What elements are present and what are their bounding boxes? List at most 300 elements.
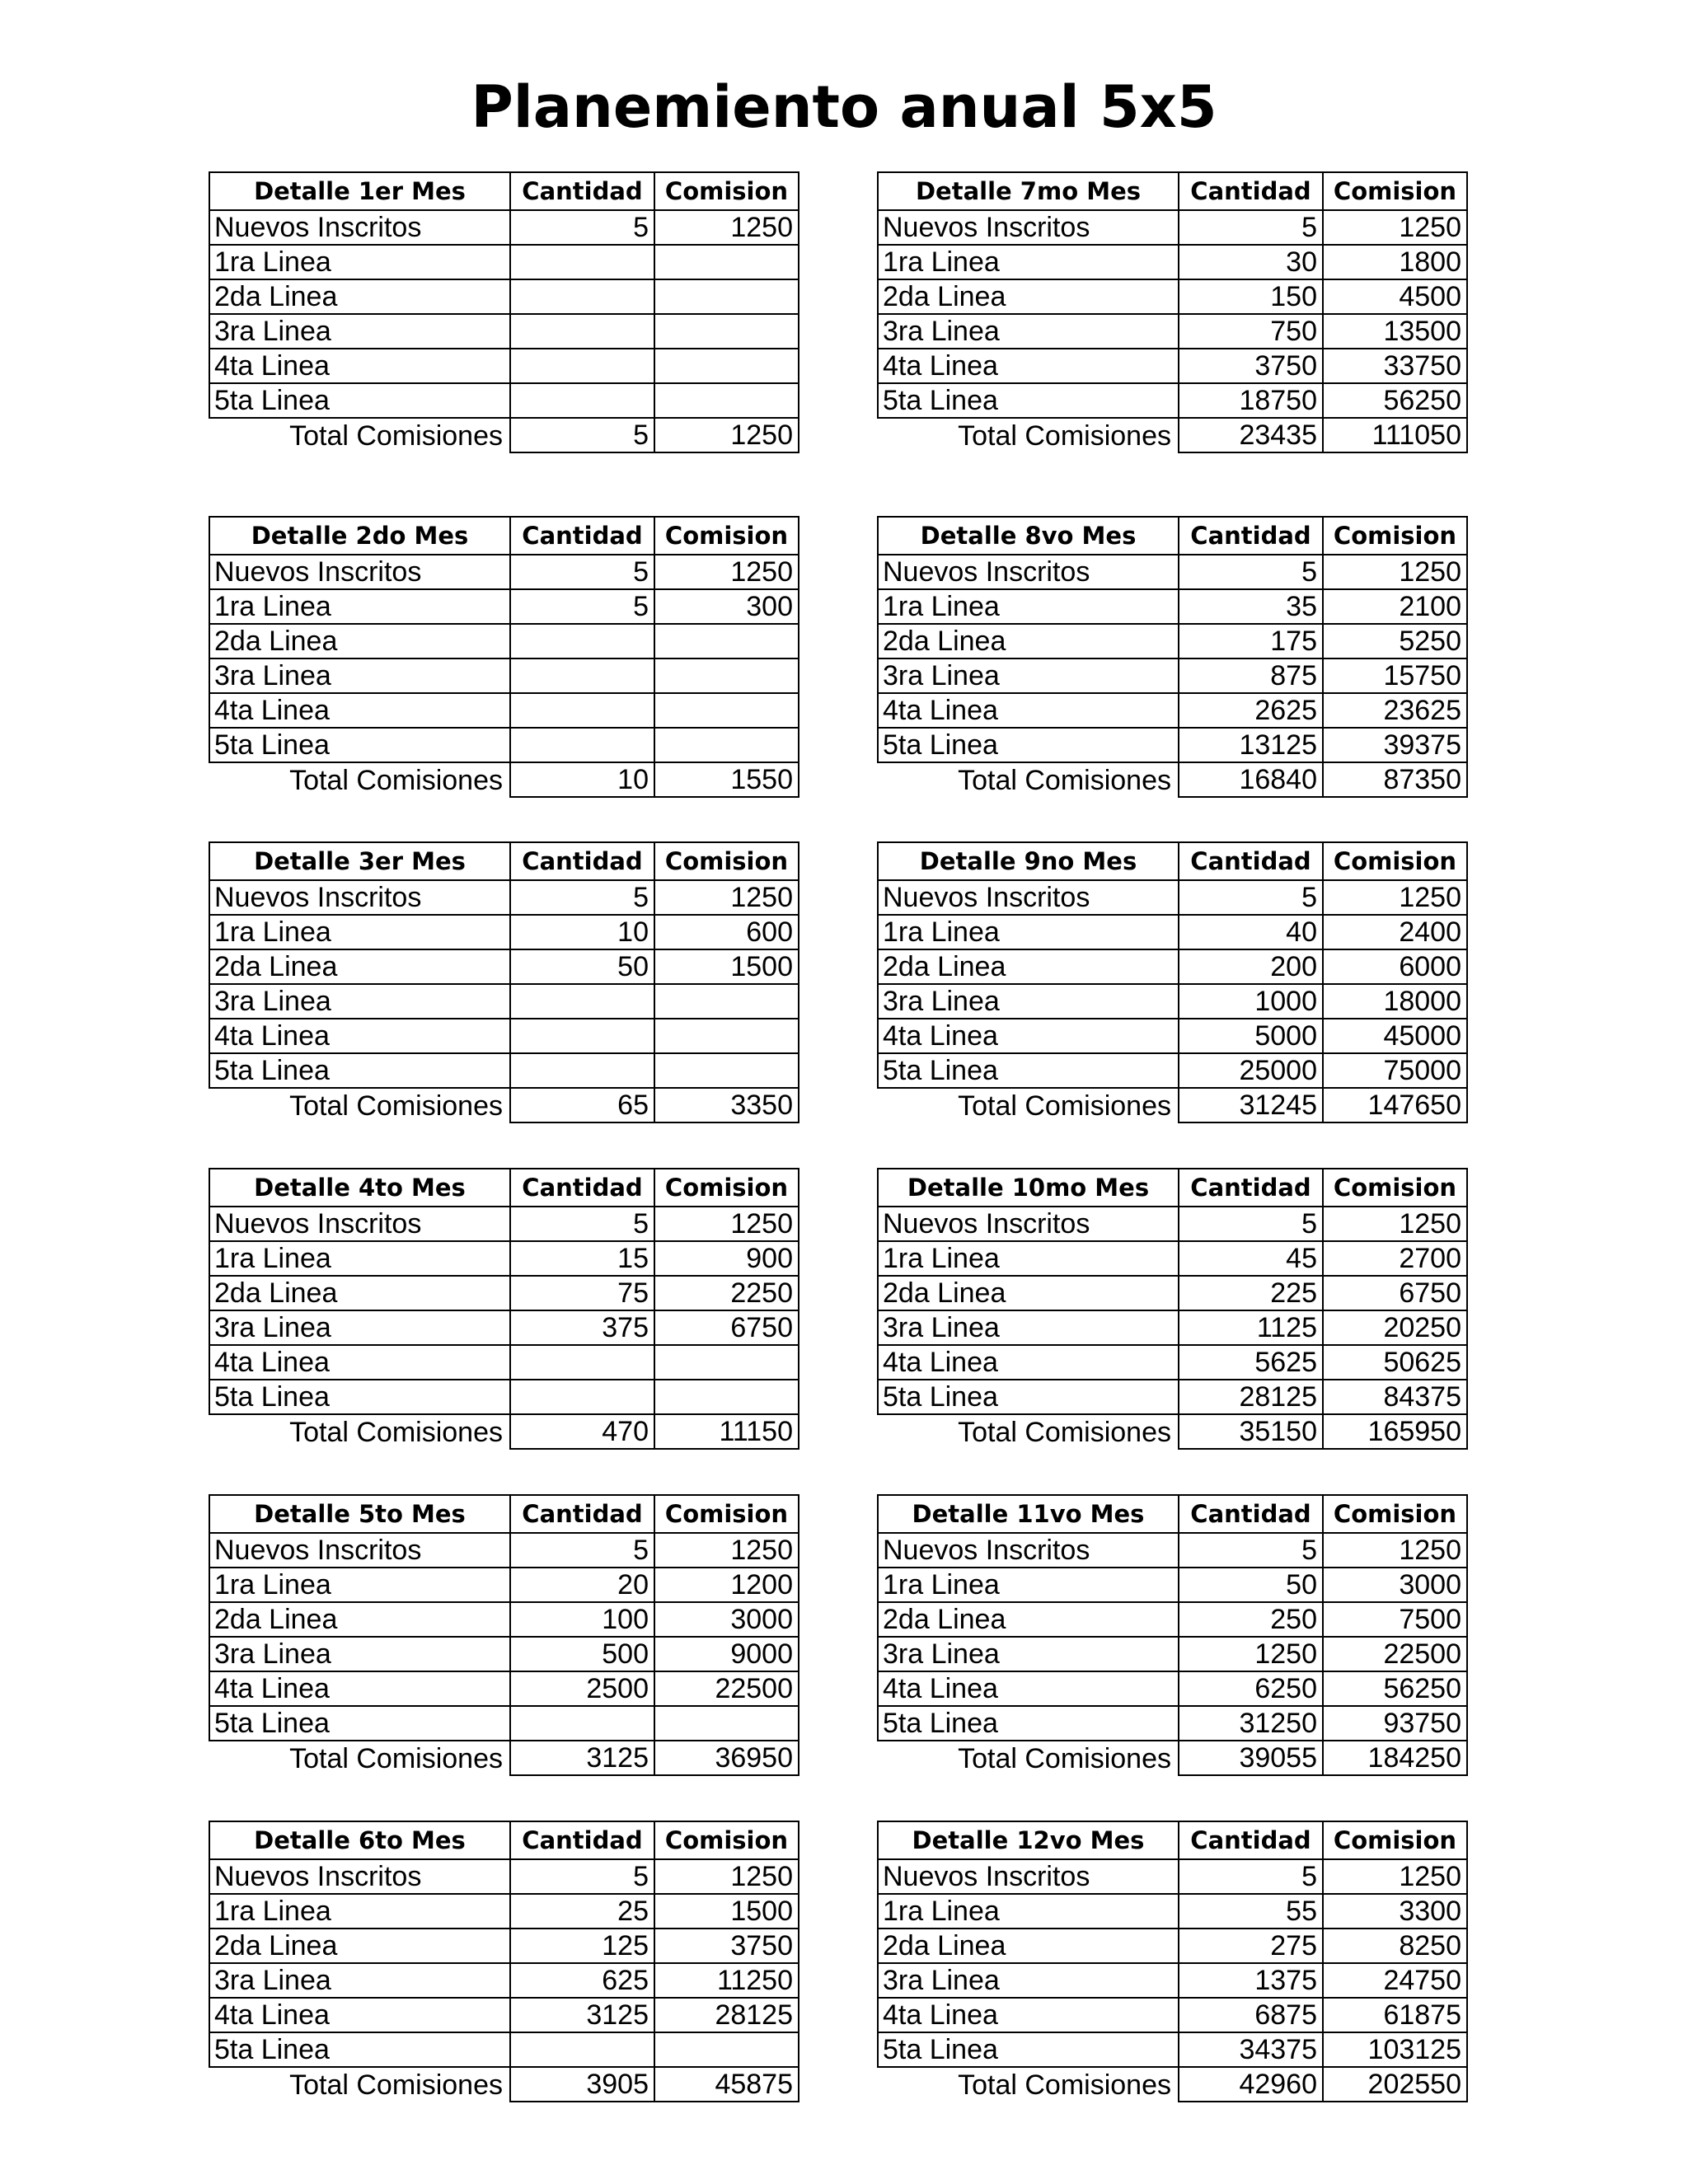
row-label: Nuevos Inscritos bbox=[209, 880, 510, 915]
table-row bbox=[878, 1671, 1467, 1706]
cantidad-header: Cantidad bbox=[1179, 172, 1323, 210]
total-label: Total Comisiones bbox=[209, 418, 510, 452]
total-comision: 111050 bbox=[1323, 418, 1467, 452]
month-title: Detalle 10mo Mes bbox=[878, 1169, 1179, 1207]
cantidad-cell: 28125 bbox=[1179, 1380, 1323, 1414]
comision-cell: 61875 bbox=[1323, 1998, 1467, 2032]
row-label: Nuevos Inscritos bbox=[209, 1533, 510, 1568]
cantidad-cell: 40 bbox=[1179, 915, 1323, 949]
total-row bbox=[878, 418, 1467, 452]
comision-cell: 20250 bbox=[1323, 1310, 1467, 1345]
total-cantidad: 5 bbox=[510, 418, 654, 452]
comision-cell bbox=[654, 728, 799, 762]
cantidad-cell: 275 bbox=[1179, 1929, 1323, 1963]
cantidad-cell: 5 bbox=[1179, 1207, 1323, 1241]
month-title: Detalle 4to Mes bbox=[209, 1169, 510, 1207]
row-label: 2da Linea bbox=[209, 279, 510, 314]
cantidad-cell bbox=[510, 1345, 654, 1380]
table-row bbox=[209, 728, 799, 762]
cantidad-header: Cantidad bbox=[510, 1495, 654, 1533]
month-title: Detalle 1er Mes bbox=[209, 172, 510, 210]
row-label: 1ra Linea bbox=[209, 245, 510, 279]
total-row bbox=[209, 1741, 799, 1775]
comision-cell: 23625 bbox=[1323, 693, 1467, 728]
cantidad-cell: 175 bbox=[1179, 624, 1323, 658]
row-label: 3ra Linea bbox=[878, 1310, 1179, 1345]
comision-cell: 1250 bbox=[654, 1207, 799, 1241]
comision-cell: 28125 bbox=[654, 1998, 799, 2032]
comision-cell: 300 bbox=[654, 589, 799, 624]
total-label: Total Comisiones bbox=[878, 1414, 1179, 1449]
row-label: 3ra Linea bbox=[209, 1963, 510, 1998]
table-row bbox=[878, 1533, 1467, 1568]
table-row bbox=[878, 1276, 1467, 1310]
comision-cell: 3000 bbox=[1323, 1568, 1467, 1602]
row-label: 5ta Linea bbox=[209, 1053, 510, 1088]
cantidad-cell: 375 bbox=[510, 1310, 654, 1345]
table-row bbox=[209, 245, 799, 279]
row-label: 1ra Linea bbox=[209, 589, 510, 624]
cantidad-cell: 25 bbox=[510, 1894, 654, 1929]
row-label: 2da Linea bbox=[209, 949, 510, 984]
row-label: Nuevos Inscritos bbox=[209, 555, 510, 589]
comision-cell bbox=[654, 383, 799, 418]
table-row bbox=[209, 1637, 799, 1671]
table-row bbox=[878, 728, 1467, 762]
table-header bbox=[209, 1495, 799, 1533]
table-row bbox=[209, 1929, 799, 1963]
row-label: 1ra Linea bbox=[878, 1894, 1179, 1929]
total-label: Total Comisiones bbox=[878, 762, 1179, 797]
comision-header: Comision bbox=[654, 172, 799, 210]
table-row bbox=[878, 984, 1467, 1019]
comision-cell: 1200 bbox=[654, 1568, 799, 1602]
comision-header: Comision bbox=[654, 1169, 799, 1207]
table-row bbox=[209, 1671, 799, 1706]
row-label: 5ta Linea bbox=[878, 383, 1179, 418]
row-label: 2da Linea bbox=[878, 279, 1179, 314]
table-row bbox=[209, 589, 799, 624]
table-row bbox=[878, 1859, 1467, 1894]
table-row bbox=[878, 1894, 1467, 1929]
row-label: 5ta Linea bbox=[878, 2032, 1179, 2067]
comision-cell: 1250 bbox=[654, 1533, 799, 1568]
total-comision: 184250 bbox=[1323, 1741, 1467, 1775]
total-label: Total Comisiones bbox=[878, 2067, 1179, 2102]
comision-cell: 1500 bbox=[654, 949, 799, 984]
comision-cell: 93750 bbox=[1323, 1706, 1467, 1741]
comision-header: Comision bbox=[1323, 517, 1467, 555]
comision-cell: 50625 bbox=[1323, 1345, 1467, 1380]
row-label: Nuevos Inscritos bbox=[209, 210, 510, 245]
row-label: 4ta Linea bbox=[209, 349, 510, 383]
comision-header: Comision bbox=[1323, 1169, 1467, 1207]
total-cantidad: 16840 bbox=[1179, 762, 1323, 797]
table-header bbox=[209, 172, 799, 210]
month-title: Detalle 8vo Mes bbox=[878, 517, 1179, 555]
comision-header: Comision bbox=[1323, 842, 1467, 880]
comision-cell: 1250 bbox=[654, 555, 799, 589]
cantidad-cell bbox=[510, 658, 654, 693]
comision-header: Comision bbox=[654, 1821, 799, 1859]
cantidad-cell bbox=[510, 1053, 654, 1088]
comision-cell: 1250 bbox=[654, 880, 799, 915]
row-label: 2da Linea bbox=[209, 1929, 510, 1963]
row-label: 1ra Linea bbox=[878, 245, 1179, 279]
row-label: 3ra Linea bbox=[878, 1963, 1179, 1998]
table-row bbox=[209, 349, 799, 383]
row-label: 1ra Linea bbox=[209, 915, 510, 949]
cantidad-cell: 35 bbox=[1179, 589, 1323, 624]
table-row bbox=[878, 314, 1467, 349]
total-comision: 36950 bbox=[654, 1741, 799, 1775]
comision-cell: 2250 bbox=[654, 1276, 799, 1310]
table-row bbox=[209, 915, 799, 949]
comision-cell bbox=[654, 279, 799, 314]
row-label: 2da Linea bbox=[209, 1602, 510, 1637]
page-title: Planemiento anual 5x5 bbox=[471, 73, 1217, 141]
table-header bbox=[878, 1169, 1467, 1207]
table-row bbox=[878, 693, 1467, 728]
row-label: 5ta Linea bbox=[209, 1380, 510, 1414]
comision-cell: 3000 bbox=[654, 1602, 799, 1637]
cantidad-cell: 45 bbox=[1179, 1241, 1323, 1276]
cantidad-cell: 20 bbox=[510, 1568, 654, 1602]
total-cantidad: 3905 bbox=[510, 2067, 654, 2102]
row-label: Nuevos Inscritos bbox=[878, 1533, 1179, 1568]
total-cantidad: 35150 bbox=[1179, 1414, 1323, 1449]
total-row bbox=[878, 2067, 1467, 2102]
cantidad-cell bbox=[510, 693, 654, 728]
row-label: Nuevos Inscritos bbox=[209, 1207, 510, 1241]
comision-cell: 56250 bbox=[1323, 383, 1467, 418]
total-cantidad: 23435 bbox=[1179, 418, 1323, 452]
total-row bbox=[878, 1414, 1467, 1449]
total-comision: 45875 bbox=[654, 2067, 799, 2102]
comision-cell bbox=[654, 1019, 799, 1053]
total-cantidad: 470 bbox=[510, 1414, 654, 1449]
table-row bbox=[209, 1310, 799, 1345]
month-table-2 bbox=[209, 516, 799, 798]
row-label: 4ta Linea bbox=[878, 1671, 1179, 1706]
comision-cell bbox=[654, 1345, 799, 1380]
month-title: Detalle 6to Mes bbox=[209, 1821, 510, 1859]
cantidad-cell: 5 bbox=[510, 1207, 654, 1241]
row-label: Nuevos Inscritos bbox=[878, 880, 1179, 915]
comision-cell: 56250 bbox=[1323, 1671, 1467, 1706]
total-cantidad: 42960 bbox=[1179, 2067, 1323, 2102]
total-cantidad: 10 bbox=[510, 762, 654, 797]
table-row bbox=[878, 1568, 1467, 1602]
table-row bbox=[878, 949, 1467, 984]
row-label: 3ra Linea bbox=[878, 314, 1179, 349]
cantidad-cell bbox=[510, 279, 654, 314]
row-label: Nuevos Inscritos bbox=[209, 1859, 510, 1894]
table-row bbox=[878, 1706, 1467, 1741]
cantidad-header: Cantidad bbox=[510, 172, 654, 210]
row-label: 1ra Linea bbox=[878, 915, 1179, 949]
table-row bbox=[878, 915, 1467, 949]
row-label: 5ta Linea bbox=[878, 1053, 1179, 1088]
total-comision: 1550 bbox=[654, 762, 799, 797]
comision-cell: 9000 bbox=[654, 1637, 799, 1671]
cantidad-cell: 3750 bbox=[1179, 349, 1323, 383]
cantidad-cell: 6875 bbox=[1179, 1998, 1323, 2032]
cantidad-cell bbox=[510, 1019, 654, 1053]
cantidad-header: Cantidad bbox=[1179, 1169, 1323, 1207]
total-comision: 11150 bbox=[654, 1414, 799, 1449]
total-label: Total Comisiones bbox=[209, 1741, 510, 1775]
row-label: 3ra Linea bbox=[878, 658, 1179, 693]
comision-cell: 15750 bbox=[1323, 658, 1467, 693]
cantidad-cell: 5 bbox=[1179, 210, 1323, 245]
table-header bbox=[878, 172, 1467, 210]
cantidad-cell: 31250 bbox=[1179, 1706, 1323, 1741]
table-row bbox=[209, 1276, 799, 1310]
row-label: 2da Linea bbox=[878, 1929, 1179, 1963]
row-label: 5ta Linea bbox=[209, 383, 510, 418]
row-label: 3ra Linea bbox=[209, 984, 510, 1019]
month-table-1 bbox=[209, 171, 799, 453]
cantidad-cell: 250 bbox=[1179, 1602, 1323, 1637]
cantidad-cell: 15 bbox=[510, 1241, 654, 1276]
row-label: 5ta Linea bbox=[209, 728, 510, 762]
cantidad-cell: 13125 bbox=[1179, 728, 1323, 762]
comision-cell: 1250 bbox=[1323, 555, 1467, 589]
cantidad-header: Cantidad bbox=[510, 1169, 654, 1207]
cantidad-cell: 2500 bbox=[510, 1671, 654, 1706]
comision-cell bbox=[654, 1380, 799, 1414]
cantidad-cell: 5 bbox=[510, 1859, 654, 1894]
month-table-3 bbox=[209, 841, 799, 1123]
total-label: Total Comisiones bbox=[878, 418, 1179, 452]
comision-cell: 1250 bbox=[1323, 880, 1467, 915]
cantidad-cell: 34375 bbox=[1179, 2032, 1323, 2067]
row-label: 3ra Linea bbox=[209, 314, 510, 349]
row-label: Nuevos Inscritos bbox=[878, 555, 1179, 589]
comision-cell bbox=[654, 1706, 799, 1741]
cantidad-cell bbox=[510, 1706, 654, 1741]
cantidad-cell bbox=[510, 1380, 654, 1414]
comision-cell: 22500 bbox=[654, 1671, 799, 1706]
comision-cell: 1250 bbox=[1323, 1207, 1467, 1241]
table-row bbox=[878, 1019, 1467, 1053]
cantidad-cell: 5000 bbox=[1179, 1019, 1323, 1053]
comision-cell: 24750 bbox=[1323, 1963, 1467, 1998]
cantidad-cell: 2625 bbox=[1179, 693, 1323, 728]
total-comision: 165950 bbox=[1323, 1414, 1467, 1449]
total-cantidad: 65 bbox=[510, 1088, 654, 1122]
total-cantidad: 31245 bbox=[1179, 1088, 1323, 1122]
table-row bbox=[209, 1602, 799, 1637]
table-row bbox=[878, 1310, 1467, 1345]
cantidad-cell: 125 bbox=[510, 1929, 654, 1963]
cantidad-cell: 100 bbox=[510, 1602, 654, 1637]
cantidad-cell: 1375 bbox=[1179, 1963, 1323, 1998]
comision-cell bbox=[654, 658, 799, 693]
table-row bbox=[878, 383, 1467, 418]
comision-cell: 2700 bbox=[1323, 1241, 1467, 1276]
month-title: Detalle 5to Mes bbox=[209, 1495, 510, 1533]
total-row bbox=[209, 762, 799, 797]
table-row bbox=[878, 624, 1467, 658]
comision-header: Comision bbox=[654, 517, 799, 555]
total-label: Total Comisiones bbox=[209, 1414, 510, 1449]
table-row bbox=[878, 555, 1467, 589]
cantidad-cell: 1250 bbox=[1179, 1637, 1323, 1671]
table-row bbox=[878, 1602, 1467, 1637]
row-label: 3ra Linea bbox=[878, 984, 1179, 1019]
row-label: 1ra Linea bbox=[209, 1568, 510, 1602]
row-label: 5ta Linea bbox=[878, 1706, 1179, 1741]
cantidad-header: Cantidad bbox=[510, 517, 654, 555]
cantidad-cell: 5 bbox=[510, 880, 654, 915]
table-row bbox=[878, 880, 1467, 915]
comision-header: Comision bbox=[654, 842, 799, 880]
row-label: 4ta Linea bbox=[878, 1019, 1179, 1053]
comision-cell: 1250 bbox=[1323, 1859, 1467, 1894]
table-header bbox=[209, 842, 799, 880]
total-label: Total Comisiones bbox=[209, 1088, 510, 1122]
row-label: 4ta Linea bbox=[878, 693, 1179, 728]
table-row bbox=[209, 1345, 799, 1380]
month-title: Detalle 11vo Mes bbox=[878, 1495, 1179, 1533]
table-row bbox=[878, 1380, 1467, 1414]
table-row bbox=[209, 1380, 799, 1414]
total-label: Total Comisiones bbox=[209, 2067, 510, 2102]
month-table-9 bbox=[877, 841, 1468, 1123]
total-label: Total Comisiones bbox=[878, 1741, 1179, 1775]
comision-cell: 1250 bbox=[654, 1859, 799, 1894]
month-title: Detalle 7mo Mes bbox=[878, 172, 1179, 210]
comision-header: Comision bbox=[654, 1495, 799, 1533]
comision-cell bbox=[654, 2032, 799, 2067]
row-label: 4ta Linea bbox=[878, 1345, 1179, 1380]
total-row bbox=[878, 762, 1467, 797]
table-header bbox=[209, 1821, 799, 1859]
row-label: 3ra Linea bbox=[209, 658, 510, 693]
table-row bbox=[878, 2032, 1467, 2067]
table-row bbox=[209, 624, 799, 658]
cantidad-cell: 6250 bbox=[1179, 1671, 1323, 1706]
comision-cell: 3750 bbox=[654, 1929, 799, 1963]
table-header bbox=[878, 1821, 1467, 1859]
total-label: Total Comisiones bbox=[878, 1088, 1179, 1122]
comision-cell bbox=[654, 984, 799, 1019]
total-cantidad: 39055 bbox=[1179, 1741, 1323, 1775]
table-row bbox=[209, 314, 799, 349]
row-label: 4ta Linea bbox=[878, 349, 1179, 383]
cantidad-cell: 50 bbox=[510, 949, 654, 984]
row-label: 5ta Linea bbox=[878, 728, 1179, 762]
table-row bbox=[209, 1859, 799, 1894]
table-row bbox=[209, 2032, 799, 2067]
cantidad-cell: 1125 bbox=[1179, 1310, 1323, 1345]
total-comision: 3350 bbox=[654, 1088, 799, 1122]
month-title: Detalle 12vo Mes bbox=[878, 1821, 1179, 1859]
comision-cell: 1500 bbox=[654, 1894, 799, 1929]
cantidad-cell: 5 bbox=[510, 589, 654, 624]
table-header bbox=[878, 842, 1467, 880]
comision-cell: 7500 bbox=[1323, 1602, 1467, 1637]
comision-header: Comision bbox=[1323, 172, 1467, 210]
total-row bbox=[209, 418, 799, 452]
cantidad-cell: 10 bbox=[510, 915, 654, 949]
table-row bbox=[209, 210, 799, 245]
row-label: 2da Linea bbox=[209, 1276, 510, 1310]
comision-cell bbox=[654, 314, 799, 349]
comision-cell: 75000 bbox=[1323, 1053, 1467, 1088]
row-label: 1ra Linea bbox=[209, 1894, 510, 1929]
table-header bbox=[878, 1495, 1467, 1533]
cantidad-cell: 5 bbox=[1179, 1533, 1323, 1568]
table-row bbox=[878, 210, 1467, 245]
row-label: Nuevos Inscritos bbox=[878, 210, 1179, 245]
row-label: 1ra Linea bbox=[209, 1241, 510, 1276]
comision-cell: 1250 bbox=[654, 210, 799, 245]
cantidad-cell bbox=[510, 245, 654, 279]
table-row bbox=[209, 1019, 799, 1053]
month-table-5 bbox=[209, 1494, 799, 1776]
table-row bbox=[209, 1533, 799, 1568]
cantidad-cell: 5 bbox=[1179, 555, 1323, 589]
cantidad-header: Cantidad bbox=[510, 1821, 654, 1859]
cantidad-cell bbox=[510, 728, 654, 762]
table-row bbox=[878, 279, 1467, 314]
cantidad-cell: 5 bbox=[510, 1533, 654, 1568]
cantidad-cell: 1000 bbox=[1179, 984, 1323, 1019]
total-comision: 202550 bbox=[1323, 2067, 1467, 2102]
table-row bbox=[209, 1568, 799, 1602]
cantidad-cell: 150 bbox=[1179, 279, 1323, 314]
comision-cell: 1250 bbox=[1323, 210, 1467, 245]
table-row bbox=[878, 1345, 1467, 1380]
table-row bbox=[878, 1241, 1467, 1276]
table-row bbox=[878, 1053, 1467, 1088]
total-comision: 1250 bbox=[654, 418, 799, 452]
cantidad-cell: 75 bbox=[510, 1276, 654, 1310]
table-header bbox=[209, 1169, 799, 1207]
month-table-10 bbox=[877, 1168, 1468, 1450]
table-row bbox=[878, 658, 1467, 693]
cantidad-cell: 5625 bbox=[1179, 1345, 1323, 1380]
table-row bbox=[209, 880, 799, 915]
table-header bbox=[878, 517, 1467, 555]
comision-cell bbox=[654, 245, 799, 279]
table-row bbox=[209, 555, 799, 589]
comision-cell: 1250 bbox=[1323, 1533, 1467, 1568]
total-comision: 147650 bbox=[1323, 1088, 1467, 1122]
total-row bbox=[209, 1088, 799, 1122]
cantidad-header: Cantidad bbox=[1179, 1821, 1323, 1859]
cantidad-cell bbox=[510, 2032, 654, 2067]
cantidad-cell: 30 bbox=[1179, 245, 1323, 279]
comision-header: Comision bbox=[1323, 1495, 1467, 1533]
month-table-4 bbox=[209, 1168, 799, 1450]
row-label: 4ta Linea bbox=[209, 1345, 510, 1380]
comision-cell: 22500 bbox=[1323, 1637, 1467, 1671]
table-row bbox=[878, 1998, 1467, 2032]
cantidad-cell: 3125 bbox=[510, 1998, 654, 2032]
cantidad-cell: 225 bbox=[1179, 1276, 1323, 1310]
comision-cell bbox=[654, 693, 799, 728]
total-row bbox=[209, 1414, 799, 1449]
table-row bbox=[209, 1998, 799, 2032]
month-title: Detalle 9no Mes bbox=[878, 842, 1179, 880]
comision-cell: 39375 bbox=[1323, 728, 1467, 762]
comision-cell bbox=[654, 624, 799, 658]
row-label: Nuevos Inscritos bbox=[878, 1207, 1179, 1241]
